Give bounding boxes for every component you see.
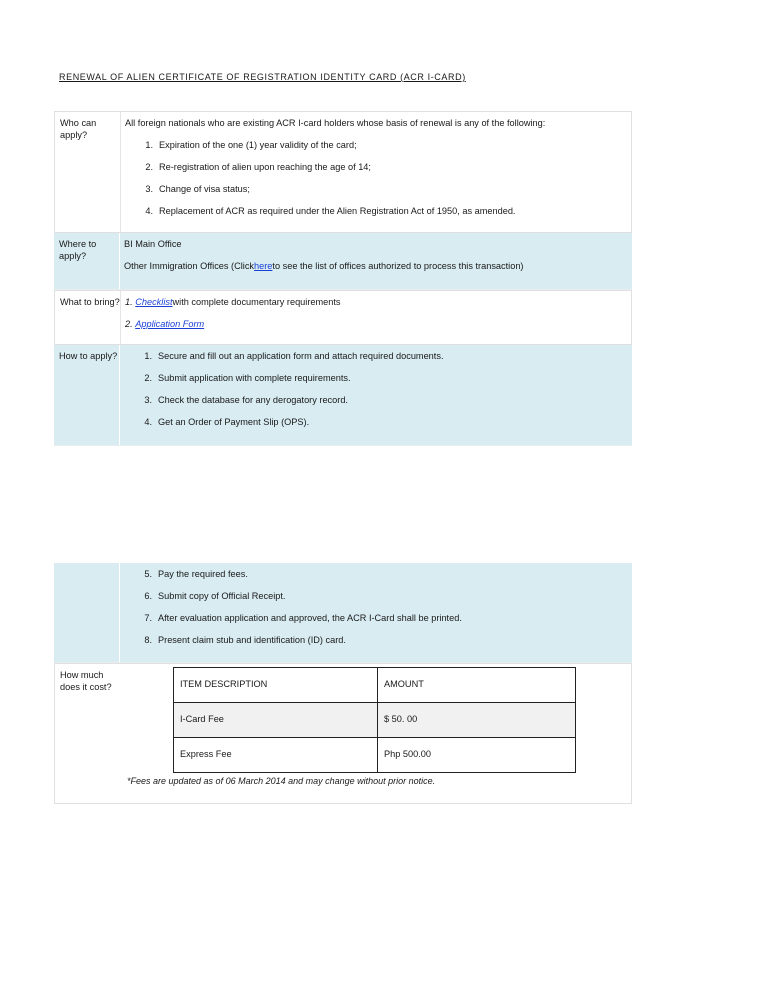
list-item: 1. Secure and fill out an application form and attach required documents. <box>144 351 444 361</box>
how-label: How to apply? <box>54 345 120 445</box>
fees-table <box>173 667 576 773</box>
list-item: 7. After evaluation application and approved, the ACR I-Card shall be printed. <box>144 613 462 623</box>
list-item: 5. Pay the required fees. <box>144 569 248 579</box>
list-item: 6. Submit copy of Official Receipt. <box>144 591 286 601</box>
list-item: 4. Replacement of ACR as required under the Alien Registration Act of 1950, as amended. <box>145 206 516 216</box>
row-how-much <box>54 663 632 804</box>
offices-here-link[interactable]: here <box>254 261 273 271</box>
row-where-to-apply <box>54 233 632 290</box>
table-row: I-Card Fee $ 50. 00 <box>174 703 576 738</box>
cost-label: How much does it cost? <box>60 670 112 692</box>
fees-note: *Fees are updated as of 06 March 2014 and may change without prior notice. <box>127 776 436 786</box>
list-item: 1. Checklist with complete documentary requirements <box>125 297 341 307</box>
list-item: 8. Present claim stub and identification (ID) card. <box>144 635 346 645</box>
list-item: 2. Re-registration of alien upon reaching the age of 14; <box>145 162 371 172</box>
list-item: 2. Submit application with complete requirements. <box>144 373 351 383</box>
application-form-link[interactable]: Application Form <box>135 319 205 329</box>
list-item: 2. Application Form <box>125 319 205 329</box>
table-header-row <box>174 668 576 703</box>
requirements-table-part2 <box>54 563 632 804</box>
header-amount: AMOUNT <box>378 668 576 703</box>
where-line1: BI Main Office <box>124 239 182 249</box>
who-label: Who can apply? <box>55 112 121 232</box>
list-item: 1. Expiration of the one (1) year validity of the card; <box>145 140 357 150</box>
who-intro: All foreign nationals who are existing ACR I-card holders whose basis of renewal is any of the following: <box>125 118 546 128</box>
what-label: What to bring? <box>55 291 121 344</box>
row-how-to-apply-continued <box>54 563 632 663</box>
row-what-to-bring <box>54 290 632 345</box>
checklist-link[interactable]: Checklist <box>135 297 173 307</box>
list-item: 3. Change of visa status; <box>145 184 250 194</box>
list-item: 3. Check the database for any derogatory record. <box>144 395 348 405</box>
list-item: 4. Get an Order of Payment Slip (OPS). <box>144 417 310 427</box>
table-row: Express Fee Php 500.00 <box>174 738 576 773</box>
row-who-can-apply <box>54 111 632 233</box>
row-how-to-apply <box>54 345 632 446</box>
header-item-description: ITEM DESCRIPTION <box>174 668 378 703</box>
where-line2: Other Immigration Offices (Click here to see the list of offices authorized to process this transaction) <box>124 261 524 271</box>
requirements-table-part1 <box>54 111 632 446</box>
page-title: RENEWAL OF ALIEN CERTIFICATE OF REGISTRATION IDENTITY CARD (ACR I-CARD) <box>59 72 466 82</box>
where-label: Where to apply? <box>54 233 120 289</box>
